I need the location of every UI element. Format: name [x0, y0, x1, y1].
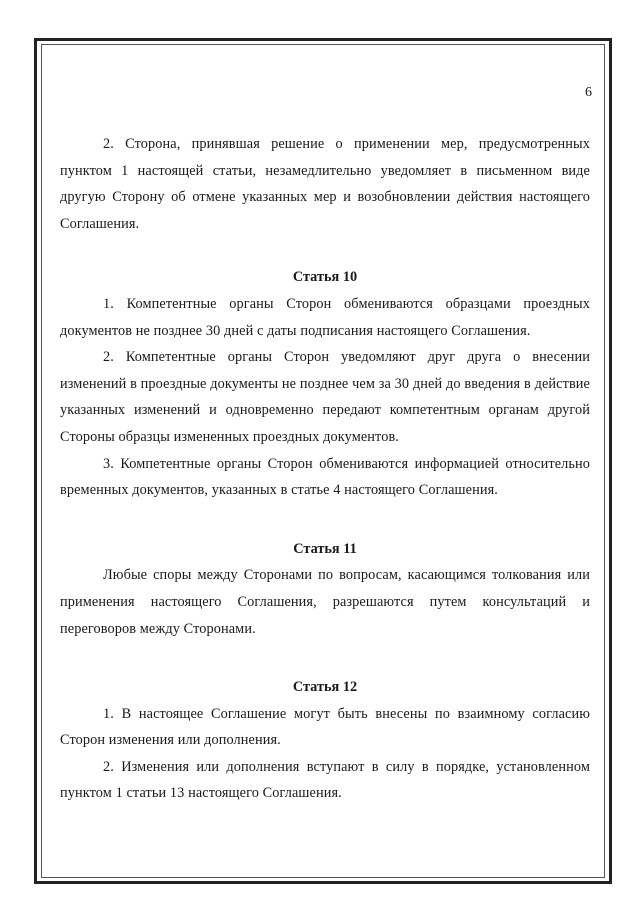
article-10-paragraph-1: 1. Компетентные органы Сторон обмениваются образцами проездных документов не позднее 30 дней с даты подписания настоящего Соглашения. [60, 295, 590, 339]
article-10-heading: Статья 10 [292, 269, 358, 286]
article-11-paragraph-1: Любые споры между Сторонами по вопросам, касающимся толкования или применения настоящего Соглашения, разрешаются путем консультаций и переговоров между Сторонами. [60, 567, 590, 637]
article-10-paragraph-2: 2. Компетентные органы Сторон уведомляют друг друга о внесении изменений в проездные документы не позднее чем за 30 дней до введения в действие указанных изменений и одновременно передают компетентным органам другой Стороны образцы измененных проездных документов. [60, 349, 590, 445]
article-10-paragraph-3: 3. Компетентные органы Сторон обмениваются информацией относительно временных документов, указанных в статье 4 настоящего Соглашения. [60, 455, 590, 499]
article-11-heading: Статья 11 [293, 540, 357, 557]
article-12-paragraph-1: 1. В настоящее Соглашение могут быть внесены по взаимному согласию Сторон изменения или дополнения. [60, 705, 590, 749]
article-12-heading: Статья 12 [292, 679, 358, 696]
intro-paragraph: 2. Сторона, принявшая решение о применении мер, предусмотренных пунктом 1 настоящей статьи, незамедлительно уведомляет в письменном виде другую Сторону об отмене указанных мер и возобновлении действия настоящего Соглашения. [60, 136, 590, 232]
page-number: 6 [585, 85, 592, 100]
document-body [60, 131, 590, 807]
article-12-paragraph-2: 2. Изменения или дополнения вступают в силу в порядке, установленном пунктом 1 статьи 13 настоящего Соглашения. [60, 758, 590, 802]
